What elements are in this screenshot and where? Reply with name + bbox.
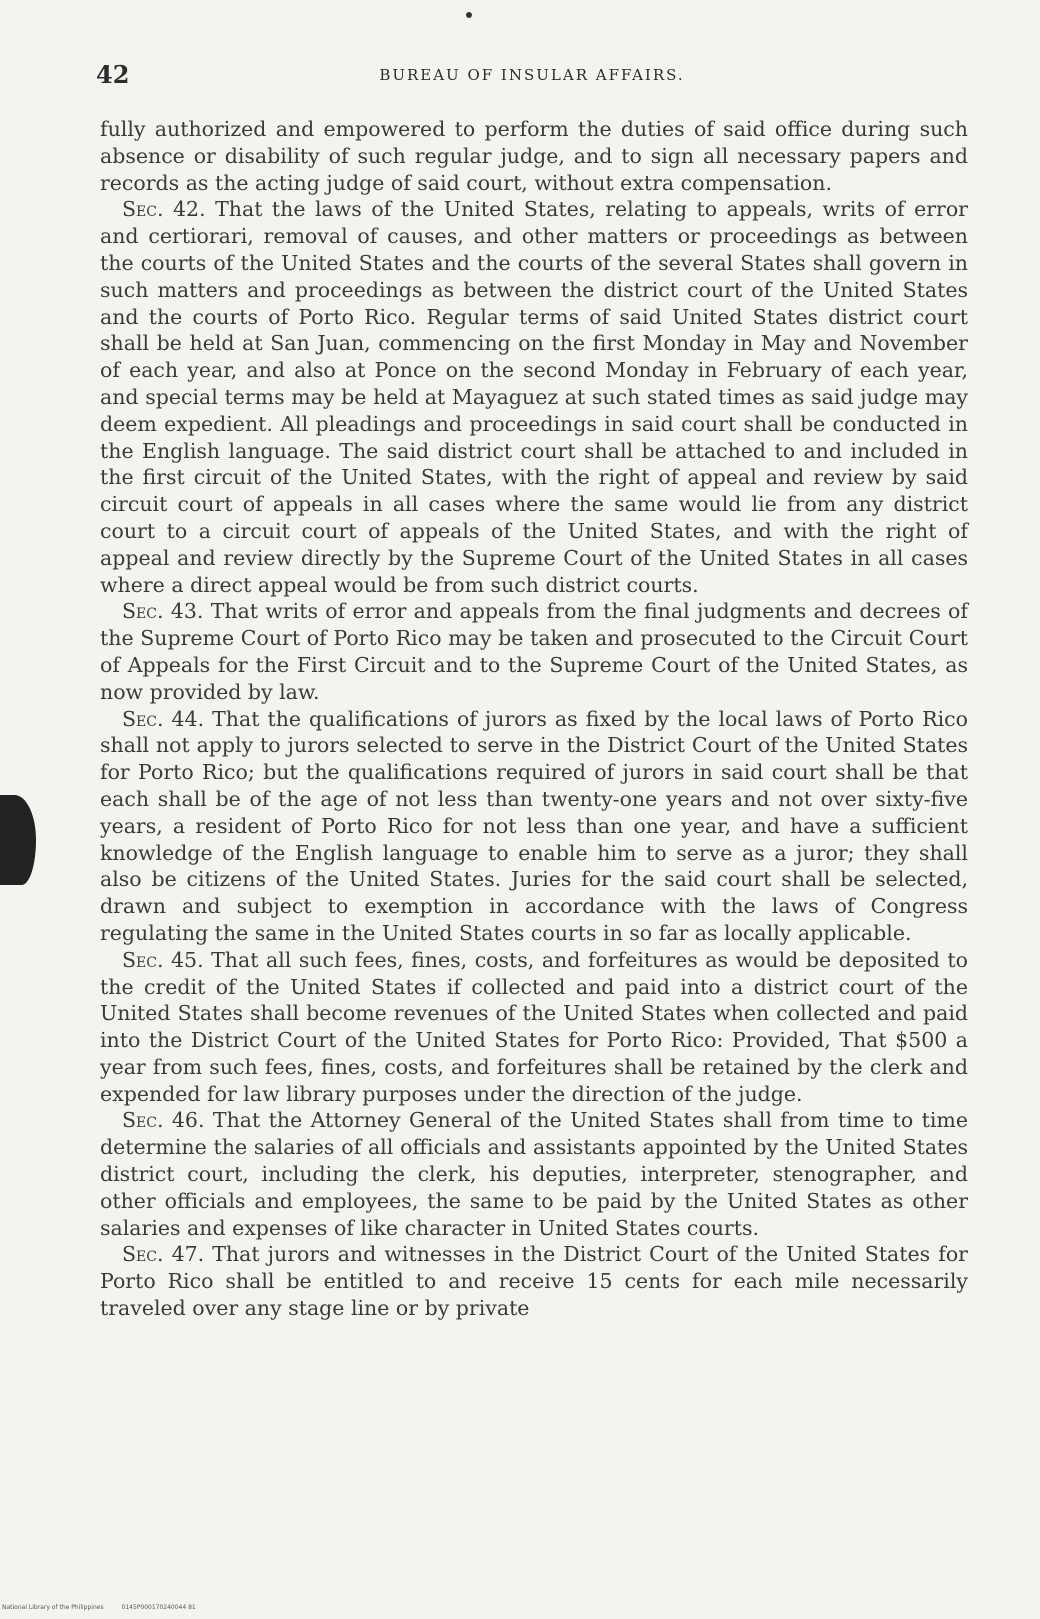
scan-footer — [2, 1604, 212, 1611]
paragraph-text: That the laws of the United States, relating to appeals, writs of error and certiorari, removal of causes, and other matters or proceedings as between the courts of the United States and the courts of the several States shall govern in such matters and proceedings as between the district court of the United States and the courts of Porto Rico. Regular terms of said United States district court shall be held at San Juan, commencing on the first Monday in May and November of each year, and also at Ponce on the second Monday in February of each year, and special terms may be held at Mayaguez at such stated times as said judge may deem expedient. All pleadings and proceedings in said court shall be conducted in the English language. The said district court shall be attached to and included in the first circuit of the United States, with the right of appeal and review by said circuit court of appeals in all cases where the same would lie from any district court to a circuit court of appeals of the United States, and with the right of appeal and review directly by the Supreme Court of the United States in all cases where a direct appeal would be from such district courts. — [100, 197, 968, 597]
section-44 — [100, 706, 968, 947]
paragraph-text: That writs of error and appeals from the final judgments and decrees of the Supreme Court of Porto Rico may be taken and prosecuted to the Circuit Court of Appeals for the First Circuit and to the Supreme Court of the United States, as now provided by law. — [100, 599, 968, 704]
section-43 — [100, 598, 968, 705]
paragraph-text: That the qualifications of jurors as fixed by the local laws of Porto Rico shall not apply to jurors selected to serve in the District Court of the United States for Porto Rico; but the qualifications required of jurors in said court shall be that each shall be of the age of not less than twenty-one years and not over sixty-five years, a resident of Porto Rico for not less than one year, and have a sufficient knowledge of the English language to enable him to serve as a juror; they shall also be citizens of the United States. Juries for the said court shall be selected, drawn and subject to exemption in accordance with the laws of Congress regulating the same in the United States courts in so far as locally applicable. — [100, 706, 968, 945]
section-label: Sec. 46. — [122, 1108, 205, 1133]
paragraph-continuation — [100, 116, 968, 196]
page-number: 42 — [96, 60, 130, 89]
section-label: Sec. 42. — [122, 197, 206, 222]
paragraph-text: fully authorized and empowered to perform the duties of said office during such absence or disability of such regular judge, and to sign all necessary papers and records as the acting judge of said court, without extra compensation. — [100, 117, 968, 195]
footer-identifier: 0145P000170240044 81 — [121, 1604, 196, 1611]
paragraph-text: That all such fees, fines, costs, and forfeitures as would be deposited to the credit of the United States if collected and paid into a district court of the United States shall become revenues of the United States when collected and paid into the District Court of the United States for Porto Rico: Provided, That $500 a year from such fees, fines, costs, and forfeitures shall be retained by the clerk and expended for law library purposes under the direction of the judge. — [100, 947, 968, 1106]
section-47 — [100, 1241, 968, 1321]
page-body — [100, 116, 968, 1322]
section-45 — [100, 947, 968, 1108]
section-label: Sec. 44. — [122, 706, 205, 731]
paragraph-text: That jurors and witnesses in the District Court of the United States for Porto Rico shall be entitled to and receive 15 cents for each mile necessarily traveled over any stage line or by private — [100, 1242, 968, 1321]
section-label: Sec. 43. — [122, 599, 204, 624]
paragraph-text: That the Attorney General of the United States shall from time to time determine the salaries of all officials and assistants appointed by the United States district court, including the clerk, his deputies, interpreter, stenographer, and other officials and employees, the same to be paid by the United States as other salaries and expenses of like character in United States courts. — [100, 1108, 968, 1240]
section-label: Sec. 47. — [122, 1242, 205, 1267]
page-header — [96, 60, 968, 90]
footer-library: National Library of the Philippines — [2, 1604, 104, 1611]
section-42 — [100, 196, 968, 598]
running-head: BUREAU OF INSULAR AFFAIRS. — [379, 66, 685, 84]
ink-dot — [466, 12, 472, 18]
section-label: Sec. 45. — [122, 947, 204, 972]
section-46 — [100, 1107, 968, 1241]
scan-edge-blot — [0, 795, 36, 885]
